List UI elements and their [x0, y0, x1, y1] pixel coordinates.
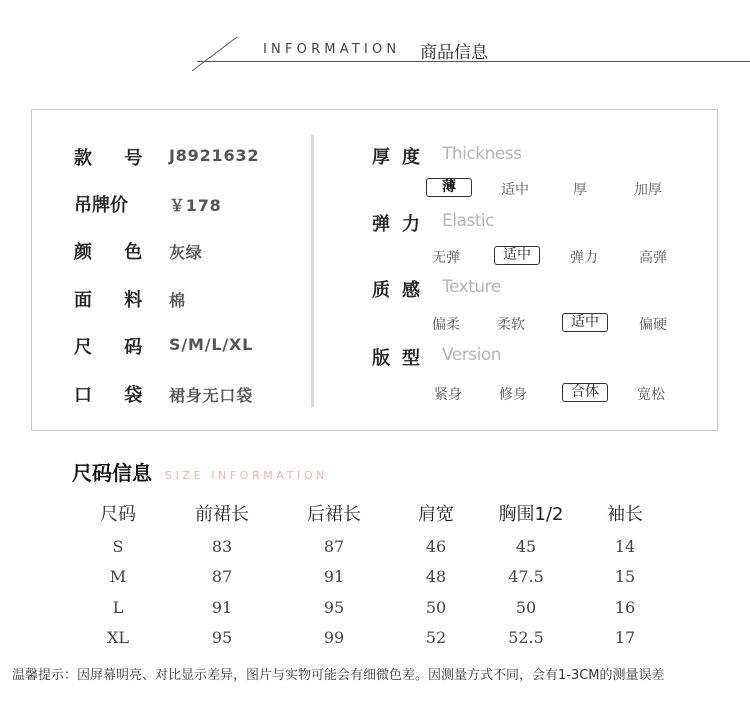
- size-table-header: 尺码: [100, 504, 136, 525]
- size-table-cell: 95: [323, 598, 345, 617]
- elastic-option: 无弹: [432, 250, 460, 266]
- size-table-header: 胸围1/2: [498, 504, 564, 525]
- info-divider: [311, 135, 314, 407]
- size-table-cell: 17: [614, 628, 636, 647]
- value-style-number: J8921632: [169, 146, 260, 165]
- version-option: 修身: [499, 387, 527, 403]
- size-table-cell: 16: [614, 598, 636, 617]
- texture-option-selected: 适中: [562, 313, 608, 332]
- thickness-option: 加厚: [634, 182, 662, 198]
- measurement-notice: 温馨提示：因屏幕明亮、对比显示差异，图片与实物可能会有细微色差。因测量方式不同，会有1-3CM的测量误差: [12, 668, 665, 683]
- size-table-cell: 14: [614, 537, 636, 556]
- texture-option: 偏柔: [432, 317, 460, 333]
- thickness-option: 厚: [573, 182, 587, 198]
- label-style-number: 款 号: [74, 148, 156, 169]
- value-tag-price: ￥178: [169, 196, 222, 215]
- attr-elastic-en: Elastic: [442, 211, 494, 231]
- label-size: 尺 码: [74, 337, 156, 358]
- texture-option: 柔软: [497, 317, 525, 333]
- size-info-title: 尺码信息: [72, 461, 152, 485]
- size-table-cell: 15: [614, 567, 636, 586]
- thickness-option-selected: 薄: [426, 178, 472, 197]
- size-table-cell: M: [109, 567, 127, 586]
- size-table-cell: 91: [211, 598, 233, 617]
- size-table-cell: 95: [211, 628, 233, 647]
- size-info-subtitle: SIZE INFORMATION: [165, 469, 328, 482]
- size-table-cell: 99: [323, 628, 345, 647]
- version-option: 宽松: [637, 387, 665, 403]
- version-option: 紧身: [434, 387, 462, 403]
- attr-texture-en: Texture: [442, 277, 501, 297]
- size-table-cell: 87: [323, 537, 345, 556]
- size-table-cell: 87: [211, 567, 233, 586]
- size-table-cell: 45: [515, 537, 537, 556]
- size-table-cell: 47.5: [508, 567, 544, 586]
- attr-texture-label: 质感: [372, 280, 432, 301]
- value-size: S/M/L/XL: [169, 335, 254, 354]
- size-table-cell: 50: [515, 598, 537, 617]
- value-fabric: 棉: [169, 291, 186, 310]
- attr-version-label: 版型: [372, 348, 432, 369]
- header-title-cn: 商品信息: [420, 43, 488, 63]
- elastic-option: 弹力: [570, 250, 598, 266]
- version-option-selected: 合体: [562, 383, 608, 402]
- value-pocket: 裙身无口袋: [169, 386, 254, 405]
- attr-version-en: Version: [442, 345, 502, 365]
- attr-elastic-label: 弹力: [372, 214, 432, 235]
- label-fabric: 面 料: [74, 290, 156, 311]
- size-table-cell: 52.5: [508, 628, 544, 647]
- attr-thickness-label: 厚度: [372, 147, 432, 168]
- size-table-cell: S: [112, 537, 124, 556]
- label-tag-price: 吊牌价: [74, 195, 128, 216]
- size-table-cell: 46: [425, 537, 447, 556]
- label-pocket: 口 袋: [74, 385, 156, 406]
- attr-thickness-en: Thickness: [442, 144, 522, 164]
- size-table-header: 后裙长: [307, 504, 361, 525]
- size-table-cell: XL: [106, 628, 129, 647]
- texture-option: 偏硬: [639, 317, 667, 333]
- size-table-cell: 91: [323, 567, 345, 586]
- header-slash-decoration: [192, 37, 237, 72]
- size-table-cell: 52: [425, 628, 447, 647]
- header-title-en: INFORMATION: [263, 42, 401, 57]
- size-table-cell: 83: [211, 537, 233, 556]
- thickness-option: 适中: [501, 182, 529, 198]
- elastic-option-selected: 适中: [494, 246, 540, 265]
- size-table-cell: 50: [425, 598, 447, 617]
- elastic-option: 高弹: [639, 250, 667, 266]
- size-table-header: 肩宽: [418, 504, 454, 525]
- size-table-cell: 48: [425, 567, 447, 586]
- label-color: 颜 色: [74, 242, 156, 263]
- size-table-cell: L: [112, 598, 124, 617]
- size-table-header: 袖长: [607, 504, 643, 525]
- size-table-header: 前裙长: [195, 504, 249, 525]
- value-color: 灰绿: [169, 243, 203, 262]
